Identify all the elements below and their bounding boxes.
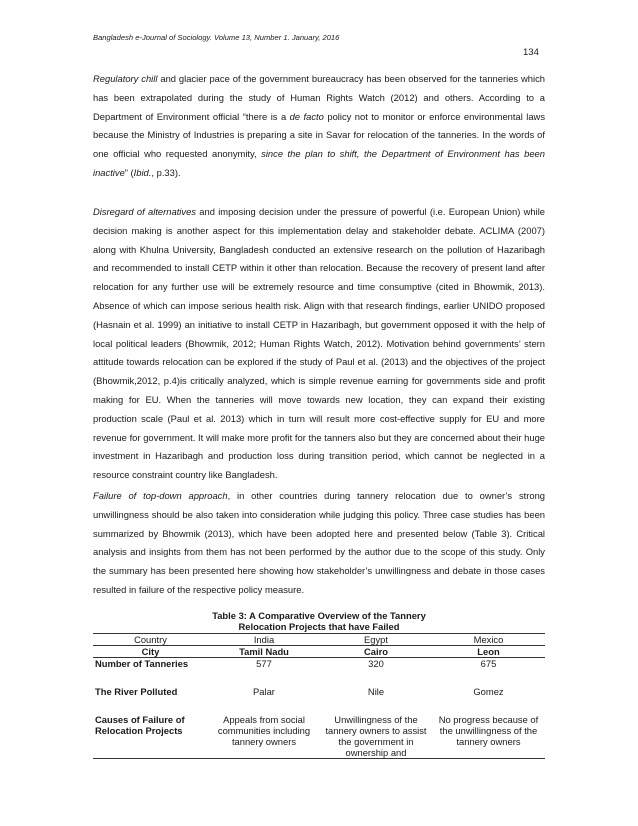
table-row-label: The River Polluted bbox=[95, 686, 178, 697]
table-row-label: Causes of Failure of Relocation Projects bbox=[93, 714, 208, 759]
paragraph-text: and imposing decision under the pressure of powerful (i.e. European Union) while decision making is another aspect for this implementation delay and stakeholder debate. ACLIMA (2007) along with Khulna University, Bangladesh conducted an extensive research on the pollution of Hazaribagh and recommended to install CETP within it other than relocation. Because the recovery of present land after relocation for any further use will be extremely resource and time consumptive (cited in Bhowmik, 2013). Absence of which can impose serious health risk. Align with that research findings, earlier UNIDO proposed (Hasnain et al. 1999) an initiative to install CETP in Hazaribagh, but government opposed it with the help of local political leaders (Bhowmik, 2012; Human Rights Watch, 2012). Motivation behind governments’ stern attitude towards relocation can be explored if the study of Paul et al. (2013) and the objectives of the project (Bhowmik,2012, p.4)is critically analyzed, which is simple revenue earning for governments side and profit making for EU. When the tanneries will move towards new location, they can expand their existing production scale (Paul et al. 2013) which in turn will result more cost-effective supply for EU and more revenue for government. It will make more profit for the tanners also but they are concerned about their huge investment in Hazaribagh and production loss during transition period, which cannot be neglected in a resource constraint country like Bangladesh. bbox=[93, 206, 545, 481]
paragraph-text: , p.33). bbox=[151, 166, 181, 178]
italic-term: de facto bbox=[289, 110, 324, 122]
table-cell: Cairo bbox=[320, 646, 432, 658]
italic-quote: since the plan to shift, the Department of Environment has been inactive bbox=[93, 148, 545, 178]
table-row bbox=[93, 658, 545, 687]
table-cell: India bbox=[208, 634, 320, 646]
italic-ibid: Ibid. bbox=[133, 166, 152, 178]
paragraph-lead: Failure of top-down approach bbox=[93, 490, 228, 501]
table-cell: No progress because of the unwillingness of the tannery owners bbox=[432, 714, 545, 759]
paragraph-text: , in other countries during tannery relocation due to owner’s strong unwillingness should be also taken into consideration while judging this policy. Three case studies has been summarized by Bhowmik (2013), which have been adopted here and presented below (Table 3). Critical analysis and insights from them has not been performed by the author due to the scope of this study. Only the summary has been presented here showing how stakeholder’s unwillingness and debate in those cases resulted in failure of the respective policy measure. bbox=[93, 490, 545, 595]
paragraph-disregard-alternatives bbox=[93, 203, 545, 485]
paragraph-lead: Regulatory chill bbox=[93, 73, 158, 84]
table-row bbox=[93, 714, 545, 759]
paragraph-regulatory-chill bbox=[93, 70, 545, 183]
paragraph-text: and glacier pace of the government bureaucracy has been observed for the tanneries which has been extrapolated during the study of Human Rights Watch (2012) and others. According to a Department of Environment official “there is a bbox=[93, 73, 545, 122]
relocation-comparison-table bbox=[93, 633, 545, 759]
table-cell: 675 bbox=[480, 658, 497, 669]
table-cell: Gomez bbox=[473, 686, 504, 697]
table-cell: Tamil Nadu bbox=[208, 646, 320, 658]
table-cell: Mexico bbox=[432, 634, 545, 646]
table-row-label: Country bbox=[93, 634, 208, 646]
table-row bbox=[93, 634, 545, 646]
table-cell: Unwillingness of the tannery owners to assist the government in ownership and bbox=[320, 714, 432, 759]
table-cell: Nile bbox=[367, 686, 385, 697]
table-cell: Leon bbox=[432, 646, 545, 658]
paragraph-text: policy not to monitor or enforce environmental laws because the Ministry of Industries is preparing a site in Savar for relocation of the tanneries. In the words of one official who requested anonymity, bbox=[93, 110, 546, 160]
paragraph-top-down-failure bbox=[93, 487, 545, 600]
table-row bbox=[93, 646, 545, 658]
table-caption: Table 3: A Comparative Overview of the Tannery Relocation Projects that have Failed bbox=[212, 610, 426, 632]
page-number: 134 bbox=[523, 47, 539, 58]
table-cell: 320 bbox=[368, 658, 384, 669]
paragraph-text: ” ( bbox=[124, 166, 134, 178]
table-row-label: City bbox=[93, 646, 208, 658]
table-cell: Egypt bbox=[320, 634, 432, 646]
table-cell: Palar bbox=[253, 686, 275, 697]
table-row bbox=[93, 686, 545, 714]
table-cell: Appeals from social communities including tannery owners bbox=[208, 714, 320, 759]
journal-header: Bangladesh e-Journal of Sociology. Volume 13, Number 1. January, 2016 bbox=[93, 33, 340, 42]
table-cell: 577 bbox=[256, 658, 272, 669]
paragraph-lead: Disregard of alternatives bbox=[93, 206, 196, 217]
table-row-label: Number of Tanneries bbox=[95, 658, 189, 669]
